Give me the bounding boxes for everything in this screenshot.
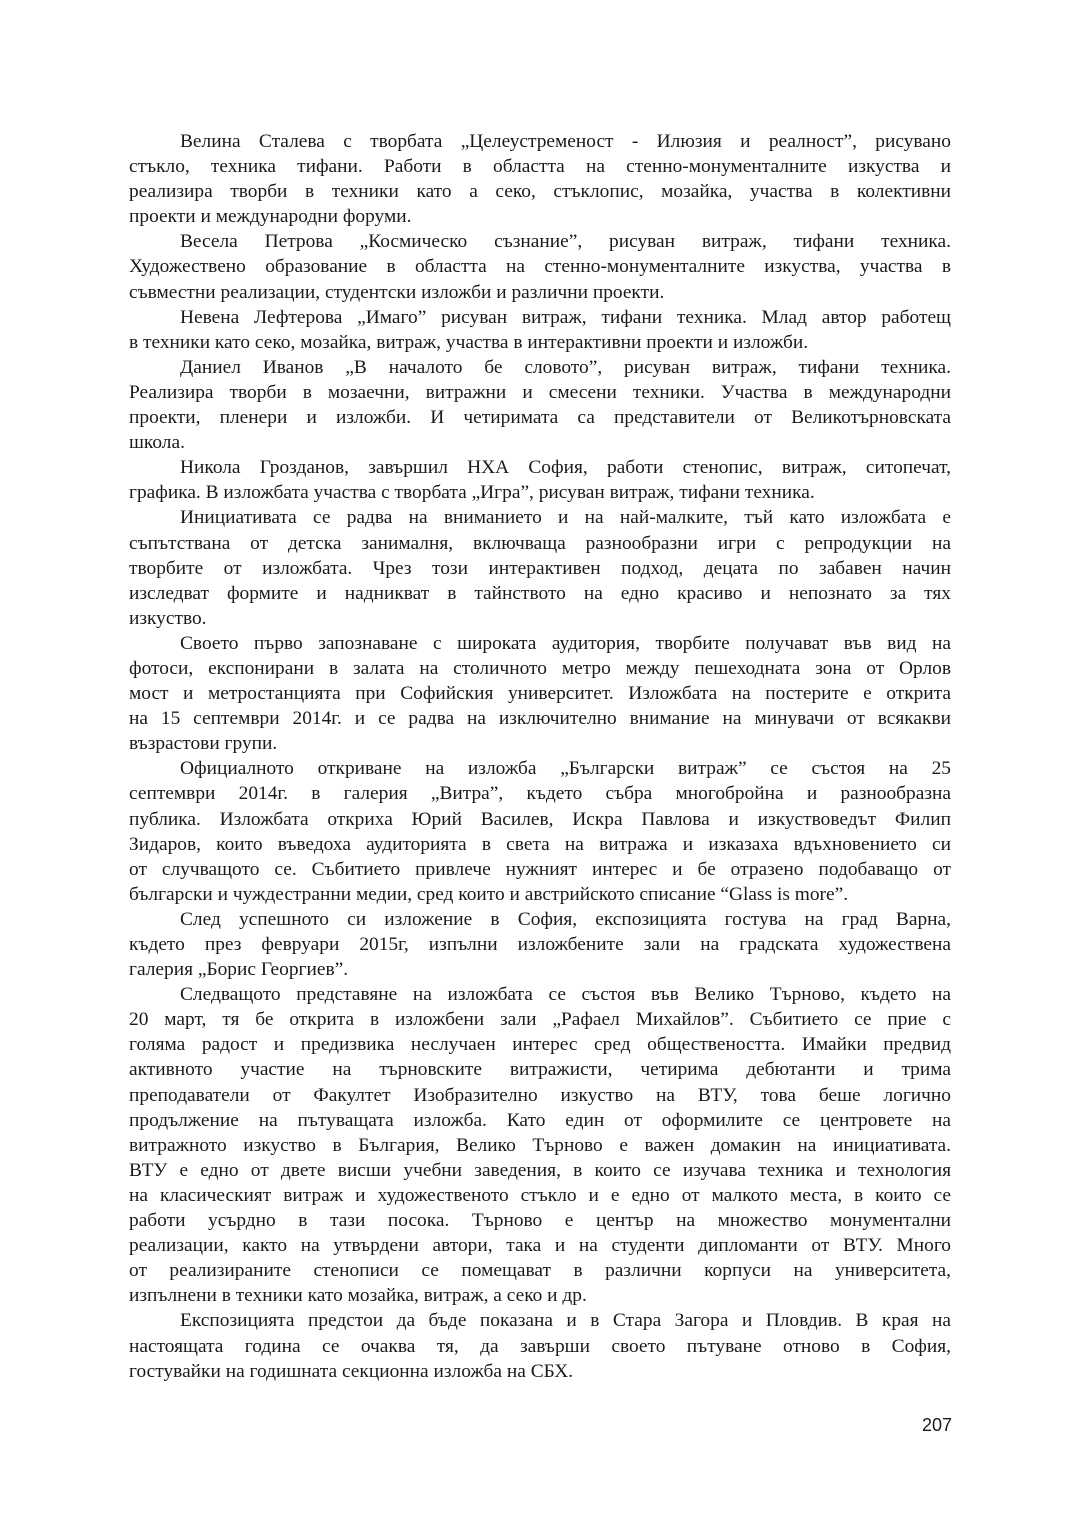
paragraph-line: голяма радост и предизвика неслучаен интерес сред обществеността. Имайки предвид bbox=[129, 1034, 951, 1056]
paragraph-line: ВТУ е едно от двете висши учебни заведения, в които се изучава техника и технология bbox=[129, 1159, 951, 1181]
paragraph-line: български и чуждестранни медии, сред които и австрийското списание “Glass is more”. bbox=[129, 883, 849, 905]
paragraph-line: гостувайки на годишната секционна изложба на СБХ. bbox=[129, 1360, 574, 1382]
paragraph-line: възрастови групи. bbox=[129, 733, 278, 755]
paragraph-line: Инициативата се радва на вниманието и на най-малките, тъй като изложбата е bbox=[180, 507, 951, 529]
paragraph-line: настоящата година се очаква тя, да завърши своето пътуване отново в София, bbox=[129, 1335, 951, 1357]
paragraph-line: Зидаров, които въведоха аудиторията в света на витража и изказаха вдъхновението си bbox=[129, 833, 951, 855]
paragraph-line: Никола Грозданов, завършил НХА София, работи стенопис, витраж, ситопечат, bbox=[180, 457, 951, 479]
paragraph-line: на 15 септември 2014г. и се радва на изключително внимание на минувачи от всякакви bbox=[129, 708, 951, 730]
paragraph-line: съвместни реализации, студентски изложби и различни проекти. bbox=[129, 281, 665, 303]
paragraph-line: работи усърдно в тази посока. Търново е център на множество монументални bbox=[129, 1210, 951, 1232]
paragraph-line: Официалното откриване на изложба „Български витраж” се състоя на 25 bbox=[180, 758, 951, 780]
paragraph-line: проекти, пленери и изложби. И четиримата са представители от Великотърновската bbox=[129, 407, 951, 429]
paragraph bbox=[129, 455, 951, 505]
paragraph-line: където през февруари 2015г, изпълни изложбените зали на градската художествена bbox=[129, 934, 951, 955]
paragraph-line: стъкло, техника тифани. Работи в областта на стенно-монументалните изкуства и bbox=[129, 156, 951, 178]
paragraph-line: След успешното си изложение в София, експозицията гостува на град Варна, bbox=[180, 908, 951, 930]
paragraph bbox=[129, 355, 951, 455]
paragraph-line: проекти и международни форуми. bbox=[129, 206, 412, 228]
paragraph-line: от случващото се. Събитието привлече нужният интерес и бе отразено подобаващо от bbox=[129, 858, 951, 880]
paragraph-line: продължение на пътуващата изложба. Като един от оформилите се центровете на bbox=[129, 1109, 951, 1131]
paragraph-line: фотоси, експонирани в залата на столичното метро между пешеходната зона от Орлов bbox=[129, 657, 951, 679]
paragraph-line: реализации, както на утвърдени автори, така и на студенти дипломанти от ВТУ. Много bbox=[129, 1235, 951, 1257]
paragraph-line: изпълнени в техники като мозайка, витраж, а секо и др. bbox=[129, 1285, 587, 1307]
paragraph-line: Следващото представяне на изложбата се състоя във Велико Търново, където на bbox=[180, 984, 951, 1006]
paragraph-line: 20 март, тя бе открита в изложбени зали „Рафаел Михайлов”. Събитието се прие с bbox=[129, 1009, 951, 1031]
paragraph bbox=[129, 756, 951, 907]
paragraph-line: галерия „Борис Георгиев”. bbox=[129, 959, 349, 981]
paragraph bbox=[129, 229, 951, 304]
paragraph-line: Художествено образование в областта на стенно-монументалните изкуства, участва в bbox=[129, 256, 951, 278]
body-text bbox=[129, 129, 951, 1384]
paragraph-line: от реализираните стенописи се помещават в различни корпуси на университета, bbox=[129, 1260, 951, 1282]
paragraph-line: творбите от изложбата. Чрез този интерактивен подход, децата по забавен начин bbox=[129, 557, 951, 579]
paragraph bbox=[129, 631, 951, 756]
paragraph-line: септември 2014г. в галерия „Витра”, където събра многобройна и разнообразна bbox=[129, 783, 951, 805]
paragraph bbox=[129, 907, 951, 982]
paragraph-line: Своето първо запознаване с широката аудитория, творбите получават във вид на bbox=[180, 632, 951, 654]
paragraph-line: на класическият витраж и художественото стъкло и е едно от малкото места, в които се bbox=[129, 1184, 951, 1206]
paragraph-line: мост и метростанцията при Софийския университет. Изложбата на постерите е открита bbox=[129, 683, 951, 705]
paragraph-line: Реализира творби в мозаечни, витражни и смесени техники. Участва в международни bbox=[129, 381, 951, 403]
paragraph-line: публика. Изложбата откриха Юрий Василев, Искра Павлова и изкуствоведът Филип bbox=[129, 808, 951, 830]
paragraph-line: преподаватели от Факултет Изобразително изкуство на ВТУ, това беше логично bbox=[129, 1084, 951, 1106]
paragraph bbox=[129, 505, 951, 630]
paragraph-line: изследват формите и надникват в тайнството на едно красиво и непознато за тях bbox=[129, 582, 951, 604]
paragraph-line: в техники като секо, мозайка, витраж, участва в интерактивни проекти и изложби. bbox=[129, 331, 809, 353]
paragraph-line: графика. В изложбата участва с творбата „Игра”, рисуван витраж, тифани техника. bbox=[129, 482, 815, 504]
paragraph-line: активното участие на търновските витражисти, четирима дебютанти и трима bbox=[129, 1059, 951, 1081]
paragraph-line: Даниел Иванов „В началото бе словото”, рисуван витраж, тифани техника. bbox=[180, 356, 951, 378]
paragraph-line: изкуство. bbox=[129, 607, 207, 629]
paragraph-line: школа. bbox=[129, 432, 185, 454]
paragraph bbox=[129, 129, 951, 229]
paragraph bbox=[129, 982, 951, 1308]
paragraph-line: Невена Лефтерова „Имаго” рисуван витраж, тифани техника. Млад автор работещ bbox=[180, 306, 951, 328]
paragraph-line: витражното изкуство в България, Велико Търново е важен домакин на инициативата. bbox=[129, 1134, 951, 1156]
paragraph-line: реализира творби в техники като а секо, стъклопис, мозайка, участва в колективни bbox=[129, 181, 951, 203]
paragraph bbox=[129, 1308, 951, 1383]
paragraph-line: Експозицията предстои да бъде показана и в Стара Загора и Пловдив. В края на bbox=[180, 1310, 951, 1332]
page-number: 207 bbox=[921, 1415, 952, 1435]
paragraph-line: съпътствана от детска занималня, включваща разнообразни игри с репродукции на bbox=[129, 532, 951, 554]
paragraph-line: Весела Петрова „Космическо съзнание”, рисуван витраж, тифани техника. bbox=[180, 231, 951, 253]
paragraph-line: Велина Сталева с творбата „Целеустременост - Илюзия и реалност”, рисувано bbox=[180, 131, 951, 152]
paragraph bbox=[129, 305, 951, 355]
